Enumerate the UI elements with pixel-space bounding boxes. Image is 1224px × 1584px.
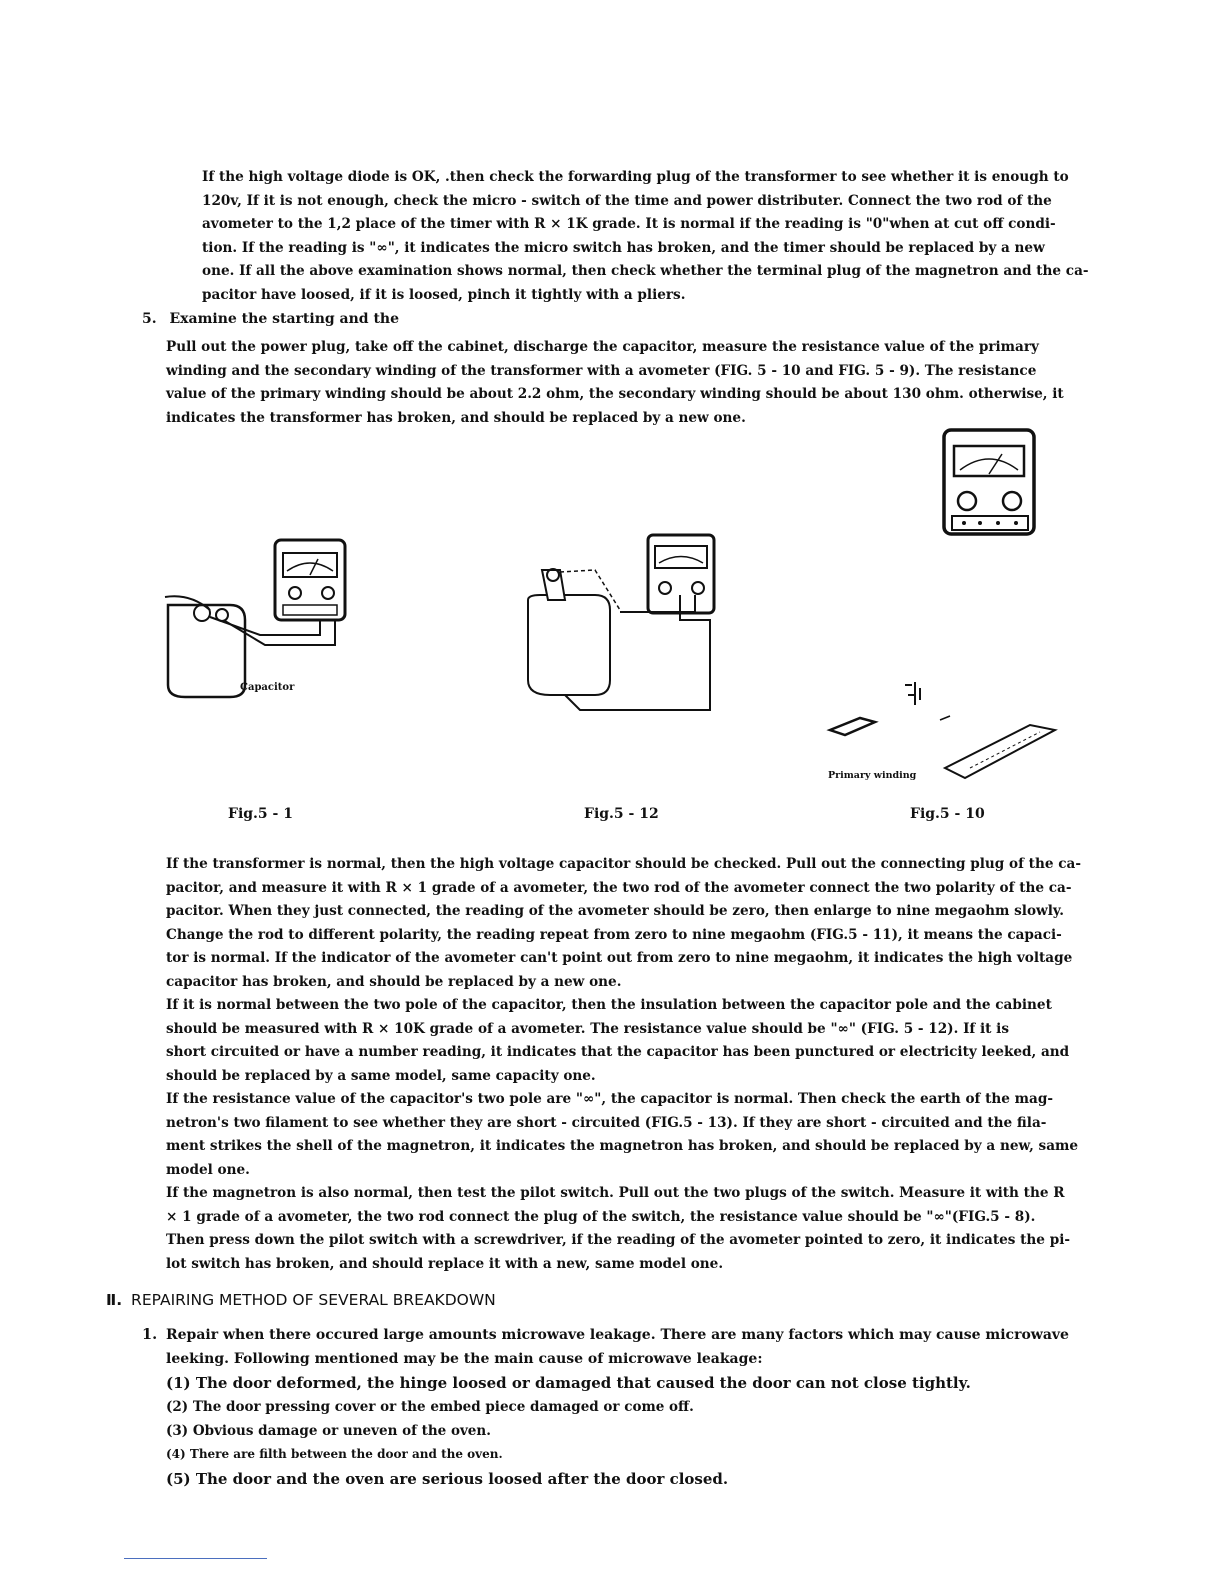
figure-5-12-insulation-test bbox=[520, 530, 720, 720]
step-5-paragraph bbox=[166, 336, 1116, 430]
text-line: tor is normal. If the indicator of the avometer can't point out from zero to nine megaohm, it indicates the high voltage bbox=[166, 950, 1073, 966]
text-line: Then press down the pilot switch with a screwdriver, if the reading of the avometer pointed to zero, it indicates the pi- bbox=[166, 1232, 1071, 1248]
footnote-separator bbox=[124, 1558, 267, 1559]
capacitor-label: Capacitor bbox=[240, 682, 295, 693]
text-line: If the high voltage diode is OK, .then check the forwarding plug of the transformer to see whether it is enough to bbox=[202, 169, 1069, 185]
text-line: ment strikes the shell of the magnetron, it indicates the magnetron has broken, and should be replaced by a new, same bbox=[166, 1138, 1079, 1154]
text-line: indicates the transformer has broken, and should be replaced by a new one. bbox=[166, 409, 746, 426]
list-item: (3) Obvious damage or uneven of the oven. bbox=[166, 1423, 491, 1439]
capacitor-check-paragraph bbox=[166, 853, 1116, 1276]
figure-5-1-capacitor-test bbox=[160, 535, 360, 705]
text-line: Pull out the power plug, take off the cabinet, discharge the capacitor, measure the resistance value of the primary bbox=[166, 339, 1039, 355]
step-title: Examine the starting and the bbox=[169, 311, 399, 327]
figure-5-10-avometer bbox=[940, 426, 1040, 538]
text-line: short circuited or have a number reading, it indicates that the capacitor has been punctured or electricity leeked, and bbox=[166, 1044, 1070, 1060]
text-line: should be replaced by a same model, same capacity one. bbox=[166, 1067, 596, 1084]
primary-winding-label: Primary winding bbox=[828, 770, 917, 781]
text-line: capacitor has broken, and should be replaced by a new one. bbox=[166, 973, 622, 990]
text-line: pacitor have loosed, if it is loosed, pinch it tightly with a pliers. bbox=[202, 286, 686, 303]
text-line: avometer to the 1,2 place of the timer with R × 1K grade. It is normal if the reading is "0"when at cut off condi- bbox=[202, 216, 1056, 233]
text-line: value of the primary winding should be about 2.2 ohm, the secondary winding should be about 130 ohm. otherwise, it bbox=[166, 386, 1064, 403]
list-item: (5) The door and the oven are serious loosed after the door closed. bbox=[166, 1470, 729, 1488]
list-item: (2) The door pressing cover or the embed piece damaged or come off. bbox=[166, 1399, 694, 1415]
step-number: 5. bbox=[142, 311, 157, 327]
text-line: leeking. Following mentioned may be the main cause of microwave leakage: bbox=[166, 1350, 763, 1367]
text-line: Change the rod to different polarity, the reading repeat from zero to nine megaohm (FIG.5 - 11), it means the capaci- bbox=[166, 926, 1062, 943]
leakage-causes-list bbox=[166, 1374, 971, 1495]
text-line: model one. bbox=[166, 1161, 250, 1178]
fig-5-12-caption: Fig.5 - 12 bbox=[584, 806, 659, 822]
text-line: pacitor. When they just connected, the reading of the avometer should be zero, then enlarge to nine megaohm slowly. bbox=[166, 903, 1064, 919]
text-line: netron's two filament to see whether they are short - circuited (FIG.5 - 13). If they are short - circuited and the fila- bbox=[166, 1114, 1047, 1131]
text-line: tion. If the reading is "∞", it indicates the micro switch has broken, and the timer should be replaced by a new bbox=[202, 239, 1045, 256]
fig-5-10-caption: Fig.5 - 10 bbox=[910, 806, 985, 822]
text-line: lot switch has broken, and should replace it with a new, same model one. bbox=[166, 1255, 724, 1272]
text-line: If the resistance value of the capacitor's two pole are "∞", the capacitor is normal. Then check the earth of the mag- bbox=[166, 1091, 1054, 1107]
list-item: (1) The door deformed, the hinge loosed or damaged that caused the door can not close tightly. bbox=[166, 1374, 971, 1392]
section-number: Ⅱ. bbox=[106, 1291, 123, 1309]
text-line: × 1 grade of a avometer, the two rod connect the plug of the switch, the resistance value should be "∞"(FIG.5 - 8). bbox=[166, 1208, 1036, 1225]
step-5-heading bbox=[142, 311, 399, 327]
text-line: should be measured with R × 10K grade of a avometer. The resistance value should be "∞" (FIG. 5 - 12). If it is bbox=[166, 1020, 1010, 1037]
text-line: If the magnetron is also normal, then test the pilot switch. Pull out the two plugs of the switch. Measure it with the R bbox=[166, 1185, 1065, 1201]
fig-5-1-caption: Fig.5 - 1 bbox=[228, 806, 293, 822]
repair-item-number: 1. bbox=[142, 1326, 158, 1343]
section-heading bbox=[106, 1291, 496, 1309]
repair-item-paragraph bbox=[166, 1324, 1116, 1371]
text-line: one. If all the above examination shows normal, then check whether the terminal plug of the magnetron and the ca- bbox=[202, 263, 1089, 280]
text-line: If it is normal between the two pole of the capacitor, then the insulation between the capacitor pole and the cabinet bbox=[166, 997, 1052, 1013]
text-line: winding and the secondary winding of the transformer with a avometer (FIG. 5 - 10 and FIG. 5 - 9). The resistance bbox=[166, 362, 1037, 379]
list-item: (4) There are filth between the door and the oven. bbox=[166, 1447, 503, 1461]
primary-winding-illustration bbox=[820, 680, 1060, 780]
text-line: 120v, If it is not enough, check the micro - switch of the time and power distributer. Connect the two rod of the bbox=[202, 192, 1052, 209]
text-line: If the transformer is normal, then the high voltage capacitor should be checked. Pull out the connecting plug of the ca- bbox=[166, 856, 1081, 872]
section-title: REPAIRING METHOD OF SEVERAL BREAKDOWN bbox=[131, 1291, 496, 1309]
text-line: Repair when there occured large amounts microwave leakage. There are many factors which may cause microwave bbox=[166, 1327, 1069, 1343]
text-line: pacitor, and measure it with R × 1 grade of a avometer, the two rod of the avometer connect the two polarity of the ca- bbox=[166, 879, 1072, 896]
intro-paragraph bbox=[202, 166, 1116, 308]
